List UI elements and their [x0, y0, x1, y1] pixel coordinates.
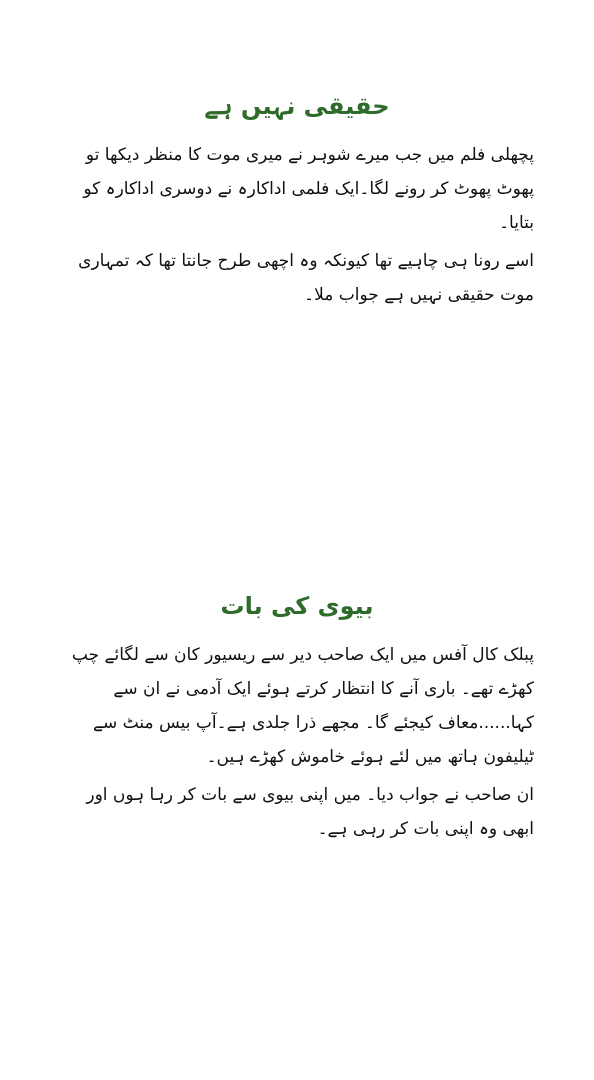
story-paragraph: ان صاحب نے جواب دیا۔ میں اپنی بیوی سے بات کر رہا ہوں اور ابھی وہ اپنی بات کر رہی ہے۔ — [86, 785, 534, 839]
story-paragraph: پبلک کال آفس میں ایک صاحب دیر سے ریسیور کان سے لگائے چپ کھڑے تھے۔ باری آنے کا انتظار کرتے ہوئے ایک آدمی نے ان سے کہا......معاف کیجئے گا۔ مجھے ذرا جلدی ہے۔آپ بیس منٹ سے ٹیلیفون ہاتھ میں لئے ہوئے خاموش کھڑے ہیں۔ — [71, 645, 534, 767]
story-biwi-ki-baat — [60, 588, 534, 846]
story-paragraph: اسے رونا ہی چاہیے تھا کیونکہ وہ اچھی طرح جانتا تھا کہ تمہاری موت حقیقی نہیں ہے جواب ملا۔ — [78, 251, 534, 305]
story-title: حقیقی نہیں ہے — [204, 92, 390, 120]
story-paragraph: پچھلی فلم میں جب میرے شوہر نے میری موت کا منظر دیکھا تو پھوٹ پھوٹ کر رونے لگا۔ایک فلمی اداکارہ نے دوسری اداکارہ کو بتایا۔ — [83, 145, 534, 233]
story-haqiqi-nahin-hai — [60, 88, 534, 312]
story-title: بیوی کی بات — [220, 592, 374, 620]
